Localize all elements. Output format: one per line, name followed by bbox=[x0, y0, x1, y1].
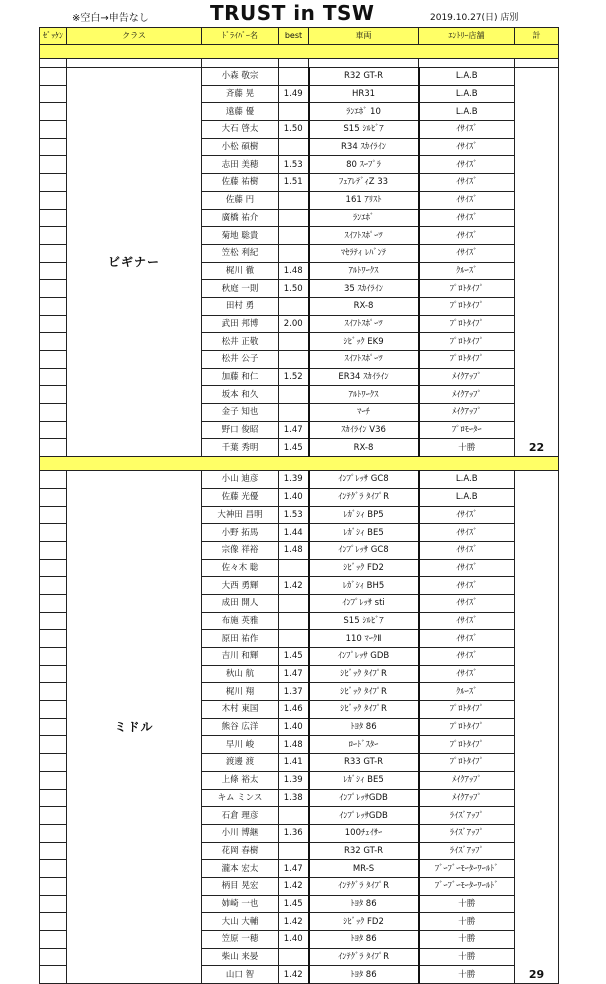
entry-shop-cell: ﾌﾟﾛﾄﾀｲﾌﾟ bbox=[419, 297, 515, 315]
driver-name-cell: 花岡 春樹 bbox=[202, 842, 279, 860]
driver-name-cell: 山口 智 bbox=[202, 966, 279, 984]
number-cell bbox=[40, 931, 67, 949]
driver-name-cell: 千葉 秀明 bbox=[202, 439, 279, 457]
entry-shop-cell: ｲｻｲｽﾞ bbox=[419, 506, 515, 524]
number-cell bbox=[40, 913, 67, 931]
car-cell: ｽｲﾌﾄｽﾎﾟｰﾂ bbox=[309, 351, 419, 369]
column-header-total: 計 bbox=[515, 28, 559, 45]
best-time-cell: 1.52 bbox=[279, 368, 309, 386]
number-cell bbox=[40, 404, 67, 422]
car-cell: ﾌｪｱﾚﾃﾞｨZ 33 bbox=[309, 174, 419, 192]
driver-name-cell: 熊谷 広洋 bbox=[202, 718, 279, 736]
number-cell bbox=[40, 665, 67, 683]
number-cell bbox=[40, 842, 67, 860]
best-time-cell: 1.48 bbox=[279, 262, 309, 280]
car-cell: ﾄﾖﾀ 86 bbox=[309, 966, 419, 984]
best-time-cell: 1.48 bbox=[279, 736, 309, 754]
driver-name-cell: 柄目 晃宏 bbox=[202, 877, 279, 895]
entry-shop-cell: L.A.B bbox=[419, 471, 515, 489]
entry-shop-cell: ﾌﾞｰﾌﾞｰﾓｰﾀｰﾜｰﾙﾄﾞ bbox=[419, 877, 515, 895]
best-time-cell: 1.53 bbox=[279, 506, 309, 524]
entry-shop-cell: ｲｻｲｽﾞ bbox=[419, 665, 515, 683]
number-cell bbox=[40, 386, 67, 404]
event-date: 2019.10.27(日) 店別 bbox=[430, 13, 519, 23]
column-header-shop: ｴﾝﾄﾘｰ店舗 bbox=[419, 28, 515, 45]
best-time-cell: 1.36 bbox=[279, 824, 309, 842]
driver-name-cell: 笠原 一穂 bbox=[202, 931, 279, 949]
entry-shop-cell: ﾌﾟﾛﾄﾀｲﾌﾟ bbox=[419, 736, 515, 754]
driver-name-cell: 小野 拓馬 bbox=[202, 524, 279, 542]
car-cell: ｱﾙﾄﾜｰｸｽ bbox=[309, 262, 419, 280]
best-time-cell: 1.50 bbox=[279, 121, 309, 139]
entry-shop-cell: 十勝 bbox=[419, 931, 515, 949]
number-cell bbox=[40, 771, 67, 789]
driver-name-cell: 大神田 昌明 bbox=[202, 506, 279, 524]
driver-name-cell: 秋庭 一則 bbox=[202, 280, 279, 298]
best-time-cell: 1.42 bbox=[279, 966, 309, 984]
best-time-cell: 1.44 bbox=[279, 524, 309, 542]
entry-shop-cell: L.A.B bbox=[419, 103, 515, 121]
best-time-cell bbox=[279, 594, 309, 612]
number-cell bbox=[40, 138, 67, 156]
best-time-cell bbox=[279, 807, 309, 825]
driver-name-cell: 遠藤 優 bbox=[202, 103, 279, 121]
car-cell: R33 GT-R bbox=[309, 754, 419, 772]
driver-name-cell: 松井 公子 bbox=[202, 351, 279, 369]
number-cell bbox=[40, 559, 67, 577]
best-time-cell bbox=[279, 948, 309, 966]
best-time-cell: 1.42 bbox=[279, 877, 309, 895]
number-cell bbox=[40, 506, 67, 524]
best-time-cell bbox=[279, 68, 309, 86]
entry-shop-cell: ｲｻｲｽﾞ bbox=[419, 227, 515, 245]
number-cell bbox=[40, 439, 67, 457]
driver-name-cell: 野口 俊昭 bbox=[202, 421, 279, 439]
best-time-cell: 1.49 bbox=[279, 85, 309, 103]
car-cell: ｲﾝﾃｸﾞﾗ ﾀｲﾌﾟR bbox=[309, 488, 419, 506]
entry-shop-cell: ﾌﾟﾛﾄﾀｲﾌﾟ bbox=[419, 718, 515, 736]
driver-name-cell: 梶川 翔 bbox=[202, 683, 279, 701]
entry-shop-cell: ﾒｲｸｱｯﾌﾟ bbox=[419, 368, 515, 386]
column-header-class: クラス bbox=[67, 28, 202, 45]
number-cell bbox=[40, 807, 67, 825]
table-row bbox=[40, 471, 559, 489]
best-time-cell: 1.38 bbox=[279, 789, 309, 807]
number-cell bbox=[40, 824, 67, 842]
best-time-cell bbox=[279, 404, 309, 422]
best-time-cell bbox=[279, 297, 309, 315]
number-cell bbox=[40, 262, 67, 280]
number-cell bbox=[40, 701, 67, 719]
best-time-cell: 1.37 bbox=[279, 683, 309, 701]
car-cell: ﾄﾖﾀ 86 bbox=[309, 895, 419, 913]
section-separator-band bbox=[40, 457, 559, 471]
entry-shop-cell: ｲｻｲｽﾞ bbox=[419, 612, 515, 630]
column-header-driver: ﾄﾞﾗｲﾊﾞｰ名 bbox=[202, 28, 279, 45]
best-time-cell: 1.46 bbox=[279, 701, 309, 719]
driver-name-cell: 姉崎 一也 bbox=[202, 895, 279, 913]
car-cell: ｲﾝﾃｸﾞﾗ ﾀｲﾌﾟR bbox=[309, 948, 419, 966]
spacer-cell bbox=[419, 59, 515, 68]
car-cell: ｼﾋﾞｯｸ FD2 bbox=[309, 913, 419, 931]
number-cell bbox=[40, 227, 67, 245]
spacer-cell bbox=[40, 59, 67, 68]
page-title: TRUST in TSW bbox=[210, 1, 375, 25]
best-time-cell bbox=[279, 612, 309, 630]
car-cell: RX-8 bbox=[309, 439, 419, 457]
number-cell bbox=[40, 648, 67, 666]
entry-shop-cell: 十勝 bbox=[419, 895, 515, 913]
number-cell bbox=[40, 174, 67, 192]
spacer-cell bbox=[309, 59, 419, 68]
best-time-cell bbox=[279, 138, 309, 156]
entry-shop-cell: 十勝 bbox=[419, 948, 515, 966]
sheet-header bbox=[0, 0, 606, 26]
entry-shop-cell: ﾒｲｸｱｯﾌﾟ bbox=[419, 386, 515, 404]
driver-name-cell: 大石 啓太 bbox=[202, 121, 279, 139]
entry-shop-cell: ｲｻｲｽﾞ bbox=[419, 174, 515, 192]
car-cell: ｲﾝﾌﾟﾚｯｻ sti bbox=[309, 594, 419, 612]
car-cell: HR31 bbox=[309, 85, 419, 103]
column-header-row bbox=[40, 28, 559, 45]
best-time-cell bbox=[279, 559, 309, 577]
number-cell bbox=[40, 488, 67, 506]
driver-name-cell: 原田 祐作 bbox=[202, 630, 279, 648]
best-time-cell: 1.47 bbox=[279, 421, 309, 439]
number-cell bbox=[40, 280, 67, 298]
best-time-cell: 1.42 bbox=[279, 577, 309, 595]
entry-shop-cell: ｲｻｲｽﾞ bbox=[419, 156, 515, 174]
car-cell: RX-8 bbox=[309, 297, 419, 315]
car-cell: ｽｶｲﾗｲﾝ V36 bbox=[309, 421, 419, 439]
car-cell: ER34 ｽｶｲﾗｲﾝ bbox=[309, 368, 419, 386]
car-cell: 161 ｱﾘｽﾄ bbox=[309, 191, 419, 209]
entry-shop-cell: ｲｻｲｽﾞ bbox=[419, 541, 515, 559]
number-cell bbox=[40, 860, 67, 878]
best-time-cell bbox=[279, 351, 309, 369]
car-cell: 110 ﾏｰｸⅡ bbox=[309, 630, 419, 648]
entry-shop-cell: ｲｻｲｽﾞ bbox=[419, 138, 515, 156]
driver-name-cell: 渡邊 渡 bbox=[202, 754, 279, 772]
entry-shop-cell: ﾗｲｽﾞｱｯﾌﾟ bbox=[419, 824, 515, 842]
driver-name-cell: 早川 峻 bbox=[202, 736, 279, 754]
number-cell bbox=[40, 630, 67, 648]
car-cell: ﾏｰﾁ bbox=[309, 404, 419, 422]
best-time-cell bbox=[279, 209, 309, 227]
driver-name-cell: 佐藤 光優 bbox=[202, 488, 279, 506]
entry-shop-cell: ｲｻｲｽﾞ bbox=[419, 121, 515, 139]
entry-shop-cell: ﾌﾟﾛﾄﾀｲﾌﾟ bbox=[419, 280, 515, 298]
driver-name-cell: 佐藤 祐樹 bbox=[202, 174, 279, 192]
car-cell: MR-S bbox=[309, 860, 419, 878]
car-cell: ﾄﾖﾀ 86 bbox=[309, 931, 419, 949]
car-cell: ﾚｶﾞｼｨ BE5 bbox=[309, 524, 419, 542]
entry-shop-cell: ﾒｲｸｱｯﾌﾟ bbox=[419, 789, 515, 807]
entry-shop-cell: ﾌﾟﾛﾄﾀｲﾌﾟ bbox=[419, 333, 515, 351]
driver-name-cell: 吉川 和輝 bbox=[202, 648, 279, 666]
column-header-car: 車両 bbox=[309, 28, 419, 45]
entry-shop-cell: ｲｻｲｽﾞ bbox=[419, 524, 515, 542]
car-cell: ｼﾋﾞｯｸ ﾀｲﾌﾟR bbox=[309, 665, 419, 683]
number-cell bbox=[40, 351, 67, 369]
number-cell bbox=[40, 103, 67, 121]
car-cell: ﾚｶﾞｼｨ BE5 bbox=[309, 771, 419, 789]
car-cell: ｼﾋﾞｯｸ ﾀｲﾌﾟR bbox=[309, 701, 419, 719]
driver-name-cell: 佐々木 聡 bbox=[202, 559, 279, 577]
column-header-best: best bbox=[279, 28, 309, 45]
car-cell: ｱﾙﾄﾜｰｸｽ bbox=[309, 386, 419, 404]
entry-shop-cell: ｲｻｲｽﾞ bbox=[419, 559, 515, 577]
best-time-cell: 1.50 bbox=[279, 280, 309, 298]
driver-name-cell: 石倉 理彦 bbox=[202, 807, 279, 825]
car-cell: ｲﾝﾃｸﾞﾗ ﾀｲﾌﾟR bbox=[309, 877, 419, 895]
spacer-cell bbox=[67, 59, 202, 68]
number-cell bbox=[40, 736, 67, 754]
driver-name-cell: 廣橋 祐介 bbox=[202, 209, 279, 227]
car-cell: ｲﾝﾌﾟﾚｯｻGDB bbox=[309, 807, 419, 825]
driver-name-cell: 宗像 祥裕 bbox=[202, 541, 279, 559]
driver-name-cell: 小川 博継 bbox=[202, 824, 279, 842]
best-time-cell: 1.40 bbox=[279, 718, 309, 736]
entry-shop-cell: ﾌﾟﾛﾄﾀｲﾌﾟ bbox=[419, 754, 515, 772]
spacer-cell bbox=[515, 59, 559, 68]
driver-name-cell: 成田 開人 bbox=[202, 594, 279, 612]
car-cell: ｼﾋﾞｯｸ ﾀｲﾌﾟR bbox=[309, 683, 419, 701]
driver-name-cell: 志田 美穂 bbox=[202, 156, 279, 174]
entry-table bbox=[39, 27, 559, 984]
number-cell bbox=[40, 421, 67, 439]
car-cell: ｲﾝﾌﾟﾚｯｻGDB bbox=[309, 789, 419, 807]
entry-shop-cell: ﾒｲｸｱｯﾌﾟ bbox=[419, 404, 515, 422]
entry-shop-cell: ﾗｲｽﾞｱｯﾌﾟ bbox=[419, 807, 515, 825]
car-cell: S15 ｼﾙﾋﾞｱ bbox=[309, 121, 419, 139]
best-time-cell: 1.45 bbox=[279, 648, 309, 666]
spacer-cell bbox=[202, 59, 279, 68]
entry-shop-cell: ｸﾙｰｽﾞ bbox=[419, 262, 515, 280]
number-cell bbox=[40, 718, 67, 736]
number-cell bbox=[40, 948, 67, 966]
driver-name-cell: 上條 裕太 bbox=[202, 771, 279, 789]
class-name-cell: ミドル bbox=[67, 471, 202, 984]
best-time-cell: 2.00 bbox=[279, 315, 309, 333]
driver-name-cell: 小山 迪彦 bbox=[202, 471, 279, 489]
number-cell bbox=[40, 333, 67, 351]
car-cell: ﾚｶﾞｼｨ BP5 bbox=[309, 506, 419, 524]
car-cell: ｲﾝﾌﾟﾚｯｻ GDB bbox=[309, 648, 419, 666]
entry-shop-cell: ﾌﾟﾛﾄﾀｲﾌﾟ bbox=[419, 701, 515, 719]
number-cell bbox=[40, 895, 67, 913]
entry-shop-cell: ﾒｲｸｱｯﾌﾟ bbox=[419, 771, 515, 789]
entry-table-body bbox=[40, 28, 559, 984]
driver-name-cell: 佐藤 円 bbox=[202, 191, 279, 209]
section-total-cell: 22 bbox=[515, 68, 559, 457]
entry-shop-cell: ｲｻｲｽﾞ bbox=[419, 209, 515, 227]
number-cell bbox=[40, 368, 67, 386]
car-cell: S15 ｼﾙﾋﾞｱ bbox=[309, 612, 419, 630]
best-time-cell: 1.48 bbox=[279, 541, 309, 559]
number-cell bbox=[40, 541, 67, 559]
car-cell: ﾄﾖﾀ 86 bbox=[309, 718, 419, 736]
best-time-cell: 1.39 bbox=[279, 471, 309, 489]
section-spacer bbox=[40, 59, 559, 68]
best-time-cell bbox=[279, 227, 309, 245]
best-time-cell bbox=[279, 103, 309, 121]
number-cell bbox=[40, 683, 67, 701]
best-time-cell: 1.39 bbox=[279, 771, 309, 789]
entry-shop-cell: ﾌﾟﾛﾄﾀｲﾌﾟ bbox=[419, 351, 515, 369]
car-cell: ｼﾋﾞｯｸ FD2 bbox=[309, 559, 419, 577]
entry-shop-cell: 十勝 bbox=[419, 913, 515, 931]
number-cell bbox=[40, 156, 67, 174]
number-cell bbox=[40, 68, 67, 86]
number-cell bbox=[40, 471, 67, 489]
number-cell bbox=[40, 209, 67, 227]
driver-name-cell: 木村 東国 bbox=[202, 701, 279, 719]
section-separator bbox=[40, 45, 559, 59]
best-time-cell: 1.40 bbox=[279, 931, 309, 949]
driver-name-cell: 布施 英雅 bbox=[202, 612, 279, 630]
driver-name-cell: 瀧本 宏太 bbox=[202, 860, 279, 878]
number-cell bbox=[40, 594, 67, 612]
entry-shop-cell: ﾗｲｽﾞｱｯﾌﾟ bbox=[419, 842, 515, 860]
entry-shop-cell: ｲｻｲｽﾞ bbox=[419, 577, 515, 595]
column-header-number: ｾﾞｯｹﾝ bbox=[40, 28, 67, 45]
driver-name-cell: キム ミンス bbox=[202, 789, 279, 807]
driver-name-cell: 斉藤 晃 bbox=[202, 85, 279, 103]
car-cell: ｲﾝﾌﾟﾚｯｻ GC8 bbox=[309, 541, 419, 559]
car-cell: ｲﾝﾌﾟﾚｯｻ GC8 bbox=[309, 471, 419, 489]
car-cell: ﾗﾝｴﾎﾞ 10 bbox=[309, 103, 419, 121]
entry-shop-cell: ﾌﾟﾛﾓｰﾀｰ bbox=[419, 421, 515, 439]
number-cell bbox=[40, 577, 67, 595]
best-time-cell: 1.45 bbox=[279, 439, 309, 457]
best-time-cell bbox=[279, 842, 309, 860]
driver-name-cell: 加藤 和仁 bbox=[202, 368, 279, 386]
number-cell bbox=[40, 524, 67, 542]
driver-name-cell: 柴山 来晏 bbox=[202, 948, 279, 966]
section-separator-band bbox=[40, 45, 559, 59]
number-cell bbox=[40, 297, 67, 315]
best-time-cell bbox=[279, 386, 309, 404]
best-time-cell: 1.45 bbox=[279, 895, 309, 913]
driver-name-cell: 大山 大輔 bbox=[202, 913, 279, 931]
spacer-cell bbox=[279, 59, 309, 68]
best-time-cell: 1.42 bbox=[279, 913, 309, 931]
driver-name-cell: 菊地 聡貴 bbox=[202, 227, 279, 245]
number-cell bbox=[40, 191, 67, 209]
entry-shop-cell: 十勝 bbox=[419, 966, 515, 984]
best-time-cell bbox=[279, 630, 309, 648]
best-time-cell: 1.40 bbox=[279, 488, 309, 506]
best-time-cell bbox=[279, 333, 309, 351]
best-time-cell: 1.41 bbox=[279, 754, 309, 772]
car-cell: ﾗﾝｴﾎﾞ bbox=[309, 209, 419, 227]
entry-shop-cell: ｲｻｲｽﾞ bbox=[419, 648, 515, 666]
driver-name-cell: 小森 敬宗 bbox=[202, 68, 279, 86]
number-cell bbox=[40, 244, 67, 262]
best-time-cell: 1.53 bbox=[279, 156, 309, 174]
number-cell bbox=[40, 85, 67, 103]
car-cell: ｼﾋﾞｯｸ EK9 bbox=[309, 333, 419, 351]
number-cell bbox=[40, 966, 67, 984]
entry-shop-cell: 十勝 bbox=[419, 439, 515, 457]
car-cell: 100ﾁｪｲｻｰ bbox=[309, 824, 419, 842]
blank-note: ※空白→申告なし bbox=[72, 13, 149, 24]
best-time-cell: 1.51 bbox=[279, 174, 309, 192]
car-cell: R32 GT-R bbox=[309, 842, 419, 860]
driver-name-cell: 秋山 航 bbox=[202, 665, 279, 683]
number-cell bbox=[40, 315, 67, 333]
number-cell bbox=[40, 121, 67, 139]
driver-name-cell: 坂本 和久 bbox=[202, 386, 279, 404]
table-row bbox=[40, 68, 559, 86]
car-cell: ﾛｰﾄﾞｽﾀｰ bbox=[309, 736, 419, 754]
section-total-cell: 29 bbox=[515, 471, 559, 984]
driver-name-cell: 梶川 徹 bbox=[202, 262, 279, 280]
entry-shop-cell: L.A.B bbox=[419, 68, 515, 86]
number-cell bbox=[40, 789, 67, 807]
best-time-cell bbox=[279, 244, 309, 262]
car-cell: R32 GT-R bbox=[309, 68, 419, 86]
entry-shop-cell: L.A.B bbox=[419, 85, 515, 103]
car-cell: ｽｲﾌﾄｽﾎﾟｰﾂ bbox=[309, 227, 419, 245]
driver-name-cell: 笠松 利紀 bbox=[202, 244, 279, 262]
driver-name-cell: 田村 勇 bbox=[202, 297, 279, 315]
car-cell: ｽｲﾌﾄｽﾎﾟｰﾂ bbox=[309, 315, 419, 333]
car-cell: ﾚｶﾞｼｨ BH5 bbox=[309, 577, 419, 595]
driver-name-cell: 小松 碩樹 bbox=[202, 138, 279, 156]
driver-name-cell: 武田 邦博 bbox=[202, 315, 279, 333]
number-cell bbox=[40, 877, 67, 895]
entry-shop-cell: ｲｻｲｽﾞ bbox=[419, 594, 515, 612]
car-cell: 80 ｽｰﾌﾟﾗ bbox=[309, 156, 419, 174]
car-cell: ﾏｾﾗﾃｨ ﾚﾊﾞﾝﾃ bbox=[309, 244, 419, 262]
entry-shop-cell: ｸﾙｰｽﾞ bbox=[419, 683, 515, 701]
driver-name-cell: 大西 勇輝 bbox=[202, 577, 279, 595]
best-time-cell bbox=[279, 191, 309, 209]
number-cell bbox=[40, 612, 67, 630]
class-name-cell: ビギナー bbox=[67, 68, 202, 457]
driver-name-cell: 金子 知也 bbox=[202, 404, 279, 422]
entry-shop-cell: ﾌﾞｰﾌﾞｰﾓｰﾀｰﾜｰﾙﾄﾞ bbox=[419, 860, 515, 878]
entry-shop-cell: ｲｻｲｽﾞ bbox=[419, 630, 515, 648]
entry-shop-cell: L.A.B bbox=[419, 488, 515, 506]
driver-name-cell: 松井 正敬 bbox=[202, 333, 279, 351]
best-time-cell: 1.47 bbox=[279, 665, 309, 683]
entry-shop-cell: ｲｻｲｽﾞ bbox=[419, 244, 515, 262]
best-time-cell: 1.47 bbox=[279, 860, 309, 878]
entry-shop-cell: ｲｻｲｽﾞ bbox=[419, 191, 515, 209]
entry-shop-cell: ﾌﾟﾛﾄﾀｲﾌﾟ bbox=[419, 315, 515, 333]
car-cell: 35 ｽｶｲﾗｲﾝ bbox=[309, 280, 419, 298]
car-cell: R34 ｽｶｲﾗｲﾝ bbox=[309, 138, 419, 156]
number-cell bbox=[40, 754, 67, 772]
section-separator bbox=[40, 457, 559, 471]
